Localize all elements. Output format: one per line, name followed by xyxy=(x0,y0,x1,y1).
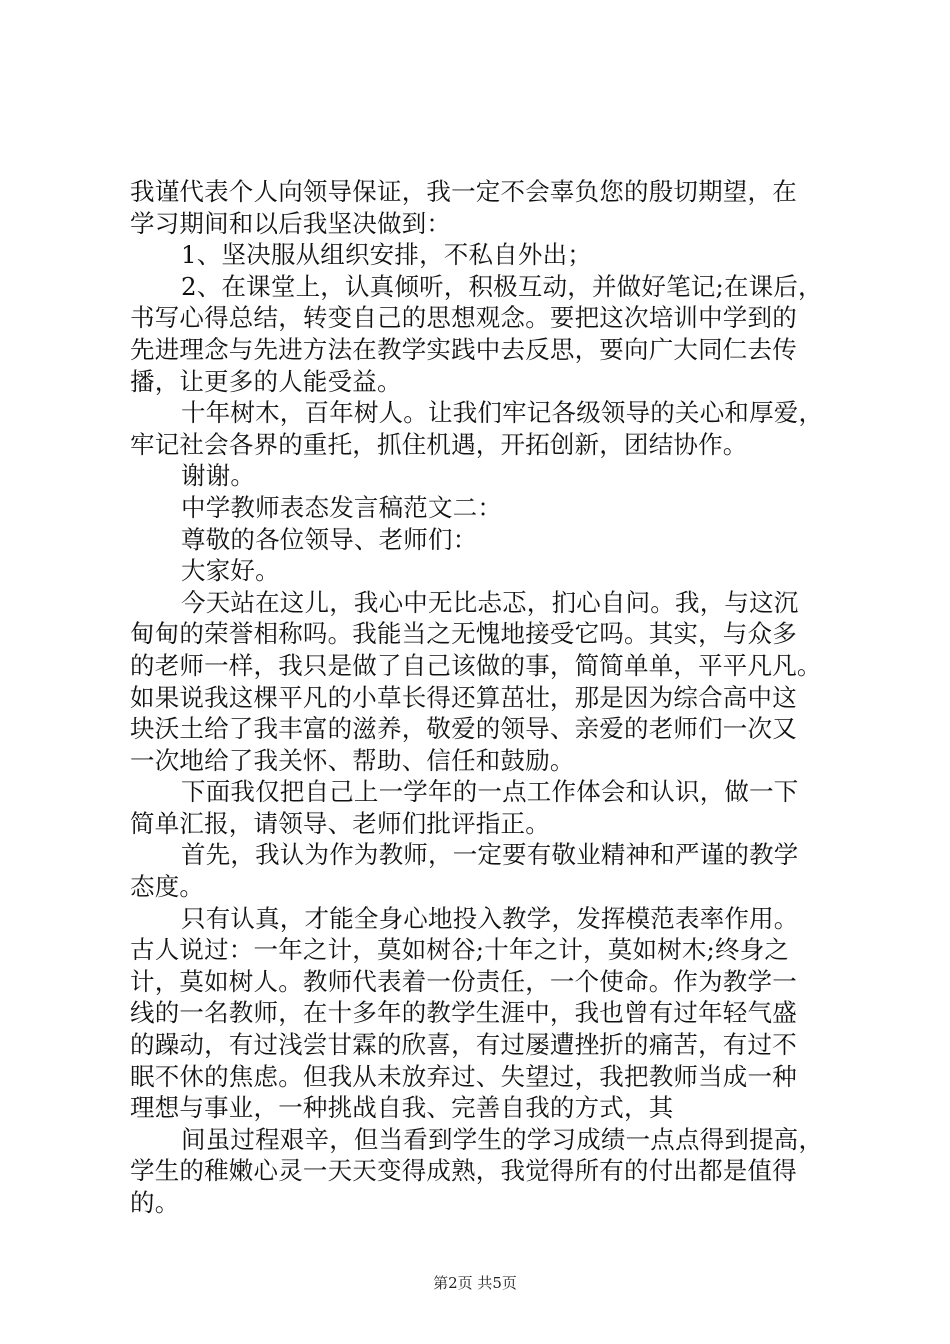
text-line: 中学教师表态发言稿范文二： xyxy=(181,492,503,522)
page-footer: 第2页 共5页 xyxy=(433,1274,517,1292)
text-line: 的躁动，有过浅尝甘霖的欣喜，有过屡遭挫折的痛苦，有过不 xyxy=(130,1030,797,1060)
text-line: 甸甸的荣誉相称吗。我能当之无愧地接受它吗。其实，与众多 xyxy=(130,619,797,649)
text-line: 计，莫如树人。教师代表着一份责任，一个使命。作为教学一 xyxy=(130,966,797,996)
text-line: 2、在课堂上，认真倾听，积极互动，并做好笔记;在课后， xyxy=(181,271,823,301)
text-line: 谢谢。 xyxy=(181,461,256,491)
text-line: 今天站在这儿，我心中无比忐忑，扪心自问。我，与这沉 xyxy=(181,587,799,617)
text-line: 块沃土给了我丰富的滋养，敬爱的领导、亲爱的老师们一次又 xyxy=(130,714,797,744)
text-line: 理想与事业，一种挑战自我、完善自我的方式，其 xyxy=(130,1093,674,1123)
text-line: 学习期间和以后我坚决做到： xyxy=(130,208,452,238)
text-line: 尊敬的各位领导、老师们： xyxy=(181,524,478,554)
text-line: 眠不休的焦虑。但我从未放弃过、失望过，我把教师当成一种 xyxy=(130,1061,797,1091)
text-line: 线的一名教师，在十多年的教学生涯中，我也曾有过年轻气盛 xyxy=(130,998,797,1028)
text-line: 书写心得总结，转变自己的思想观念。要把这次培训中学到的 xyxy=(130,303,797,333)
text-line: 先进理念与先进方法在教学实践中去反思，要向广大同仁去传 xyxy=(130,334,797,364)
text-line: 一次地给了我关怀、帮助、信任和鼓励。 xyxy=(130,745,575,775)
text-line: 我谨代表个人向领导保证，我一定不会辜负您的殷切期望，在 xyxy=(130,177,797,206)
text-line: 间虽过程艰辛，但当看到学生的学习成绩一点点得到提高， xyxy=(181,1124,824,1154)
text-line: 态度。 xyxy=(130,872,205,902)
text-line: 古人说过：一年之计，莫如树谷;十年之计，莫如树木;终身之 xyxy=(130,935,790,965)
document-body xyxy=(130,176,850,1219)
text-line: 的。 xyxy=(130,1188,180,1217)
text-line: 下面我仅把自己上一学年的一点工作体会和认识，做一下 xyxy=(181,777,799,807)
text-line: 学生的稚嫩心灵一天天变得成熟，我觉得所有的付出都是值得 xyxy=(130,1156,797,1186)
text-line: 首先，我认为作为教师，一定要有敬业精神和严谨的教学 xyxy=(181,840,799,870)
text-line: 的老师一样，我只是做了自己该做的事，简简单单，平平凡凡。 xyxy=(130,650,822,680)
text-line: 十年树木，百年树人。让我们牢记各级领导的关心和厚爱， xyxy=(181,398,824,428)
text-line: 播，让更多的人能受益。 xyxy=(130,366,402,396)
text-line: 大家好。 xyxy=(181,556,280,586)
text-line: 牢记社会各界的重托，抓住机遇，开拓创新，团结协作。 xyxy=(130,429,748,459)
text-line: 1、坚决服从组织安排，不私自外出； xyxy=(181,240,592,270)
text-line: 只有认真，才能全身心地投入教学，发挥模范表率作用。 xyxy=(181,903,799,933)
text-line: 如果说我这棵平凡的小草长得还算茁壮，那是因为综合高中这 xyxy=(130,682,797,712)
text-line: 简单汇报，请领导、老师们批评指正。 xyxy=(130,808,550,838)
